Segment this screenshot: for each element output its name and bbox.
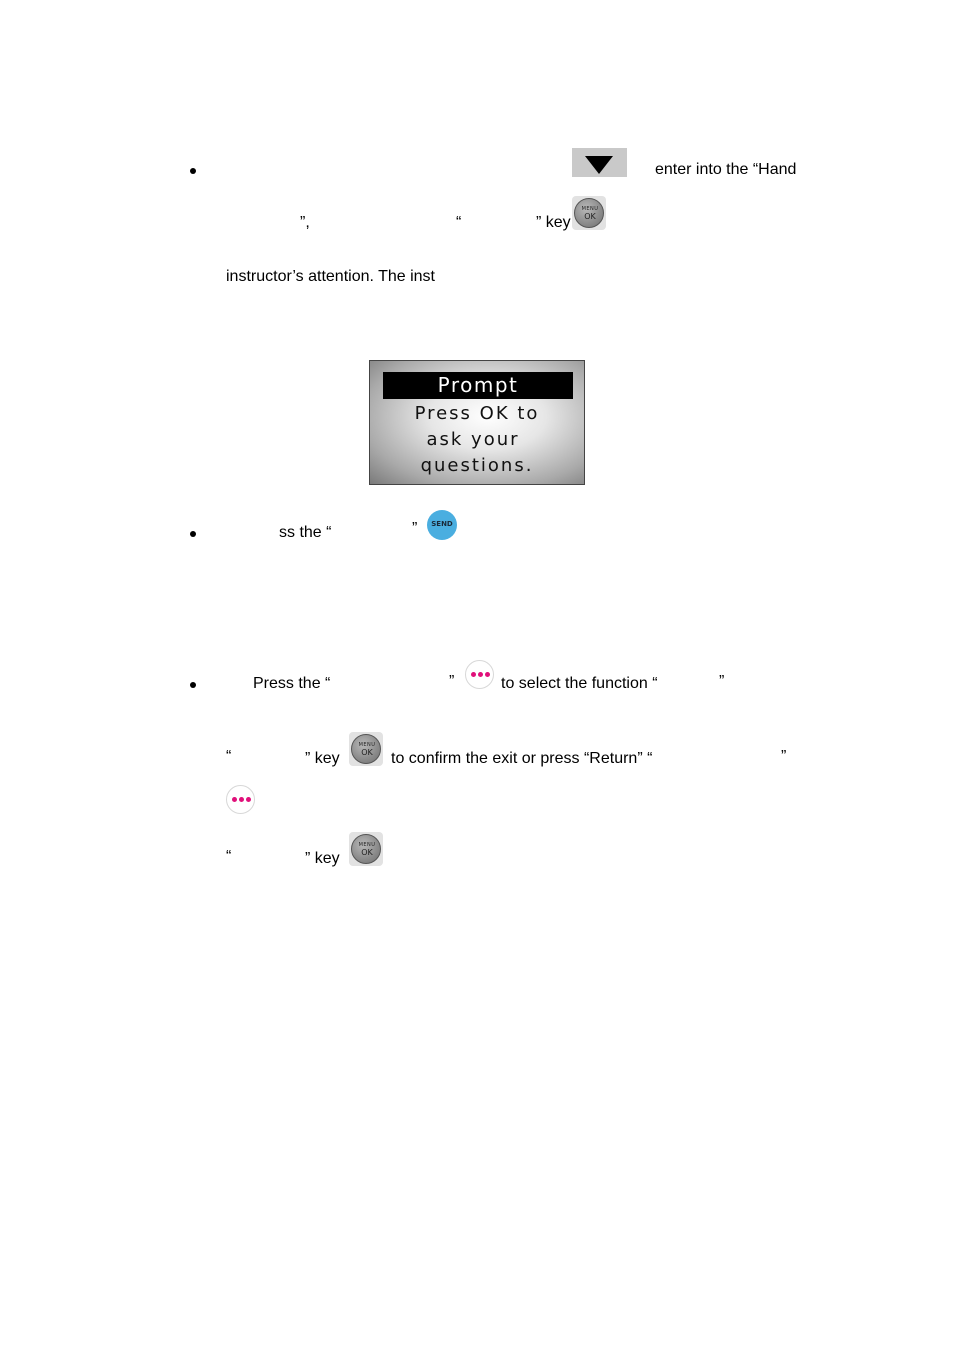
menu-ok-key-icon-3 [349, 832, 383, 866]
menu-ok-key-bottom-label: OK [584, 212, 596, 221]
dots-key-icon [465, 660, 494, 689]
menu-ok-key-top-label: MENU [581, 206, 599, 212]
section3-line1-mid: to select the function “ [501, 675, 658, 692]
menu-ok-key-bottom-label: OK [361, 848, 373, 857]
prompt-screen [369, 360, 585, 485]
section3-line2-open: “ [226, 748, 232, 765]
section1-line2-quote-close: ”, [300, 214, 310, 231]
prompt-line-3: questions. [420, 455, 534, 476]
section3-line2-end: ” [781, 748, 787, 765]
dots-key-icon-2 [226, 785, 255, 814]
prompt-line-2: ask your [426, 429, 520, 450]
section1-line2-quote-open: “ [456, 214, 462, 231]
section3-line1-left: Press the “ [253, 675, 331, 692]
prompt-title: Prompt [383, 372, 573, 399]
send-key-label: SEND [431, 520, 453, 528]
bullet-2 [190, 531, 196, 537]
menu-ok-key-top-label: MENU [358, 842, 376, 848]
menu-ok-key-top-label: MENU [358, 742, 376, 748]
section3-line2-key: ” key [305, 750, 340, 767]
section3-line4-open: “ [226, 848, 232, 865]
section3-line1-close: ” [449, 673, 455, 690]
section3-line2-mid: to confirm the exit or press “Return” “ [391, 750, 653, 767]
section2-line1-left: ss the “ [279, 524, 332, 541]
section3-line1-end: ” [719, 673, 725, 690]
section3-line4-key: ” key [305, 850, 340, 867]
send-key-icon [427, 510, 457, 540]
prompt-line-1: Press OK to [414, 403, 540, 424]
menu-ok-key-icon-2 [349, 732, 383, 766]
section1-line1-text: enter into the “Hand [655, 161, 797, 178]
bullet-1 [190, 168, 196, 174]
bullet-3 [190, 682, 196, 688]
menu-ok-key-bottom-label: OK [361, 748, 373, 757]
section2-line1-close: ” [412, 520, 418, 537]
section1-line3-text: instructor’s attention. The inst [226, 268, 435, 285]
down-arrow-key-icon [572, 148, 627, 177]
section1-line2-key-text: ” key [536, 214, 571, 231]
menu-ok-key-icon [572, 196, 606, 230]
